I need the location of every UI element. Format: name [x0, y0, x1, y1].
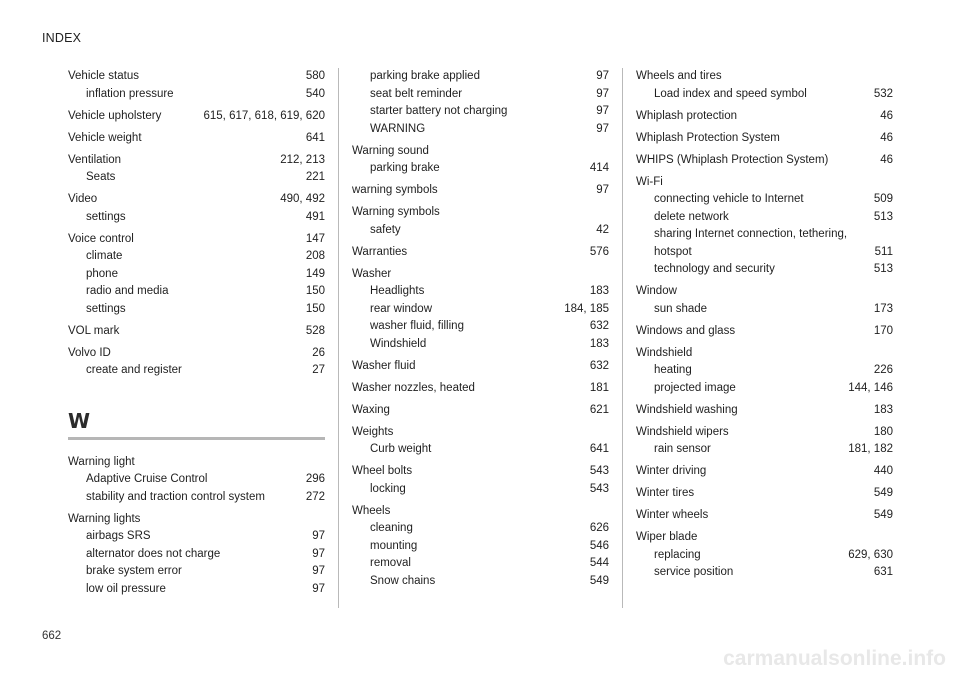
- index-pages[interactable]: 184, 185: [564, 302, 609, 315]
- index-pages[interactable]: 509: [873, 193, 893, 205]
- index-pages[interactable]: 221: [305, 171, 325, 183]
- index-term: projected image: [654, 381, 736, 394]
- index-entry: [636, 174, 893, 279]
- section-letter: W: [68, 408, 91, 433]
- index-term: parking brake applied: [370, 70, 480, 82]
- index-term: hotspot: [654, 245, 692, 258]
- index-sub-row: [636, 564, 893, 582]
- index-pages[interactable]: 226: [873, 364, 893, 376]
- index-sub-row: [636, 301, 893, 319]
- index-pages[interactable]: 97: [596, 184, 609, 196]
- index-main-row: [636, 402, 893, 420]
- index-term: Winter tires: [636, 487, 695, 499]
- index-term: removal: [370, 557, 411, 569]
- index-pages[interactable]: 97: [596, 70, 609, 82]
- index-entry: [352, 244, 609, 262]
- index-main-row: [68, 68, 325, 86]
- index-sub-row: [352, 555, 609, 573]
- index-sub-row: [352, 481, 609, 499]
- index-pages[interactable]: 27: [312, 364, 325, 376]
- index-main-row: [352, 463, 609, 481]
- index-term: Windshield wipers: [636, 425, 729, 438]
- index-entry: [636, 424, 893, 459]
- index-entry: [68, 454, 325, 507]
- index-term: stability and traction control system: [86, 490, 265, 503]
- index-main-row: [636, 323, 893, 341]
- index-entry: [636, 529, 893, 582]
- index-pages[interactable]: 580: [305, 70, 325, 82]
- index-entry: [636, 283, 893, 318]
- index-entry: [636, 108, 893, 126]
- index-entry: [352, 463, 609, 498]
- index-pages[interactable]: 621: [589, 403, 609, 416]
- index-pages[interactable]: 511: [874, 245, 893, 258]
- index-entry: [352, 182, 609, 200]
- index-pages[interactable]: 170: [873, 324, 893, 337]
- index-sub-row: [352, 121, 609, 139]
- index-term: Window: [636, 285, 677, 297]
- index-term: Warning light: [68, 455, 135, 468]
- index-pages[interactable]: 576: [589, 245, 609, 258]
- index-sub-row: [636, 547, 893, 565]
- index-main-row: [352, 143, 609, 161]
- index-entry: [636, 345, 893, 398]
- index-term: Warranties: [352, 245, 408, 258]
- index-main-row: [352, 424, 609, 442]
- index-main-row: [68, 345, 325, 363]
- index-term: brake system error: [86, 565, 182, 577]
- index-pages[interactable]: 42: [596, 223, 609, 236]
- index-sub-row: [352, 301, 609, 319]
- index-entry: [352, 503, 609, 591]
- index-main-row: [636, 507, 893, 525]
- index-term: rear window: [370, 302, 432, 315]
- index-term: WARNING: [370, 122, 426, 135]
- index-term: technology and security: [654, 263, 775, 275]
- index-pages[interactable]: 212, 213: [280, 153, 325, 166]
- index-sub-row: [352, 336, 609, 354]
- index-sub-row: [636, 191, 893, 209]
- index-term: low oil pressure: [86, 582, 166, 595]
- index-column-1: [68, 68, 325, 603]
- index-sub-row: [352, 222, 609, 240]
- index-main-row: [68, 454, 325, 472]
- index-pages[interactable]: 149: [305, 267, 325, 280]
- index-term: create and register: [86, 364, 182, 376]
- index-pages[interactable]: 150: [305, 302, 325, 315]
- index-pages[interactable]: 147: [305, 232, 325, 245]
- index-entry: [68, 345, 325, 380]
- index-entry: [636, 485, 893, 503]
- index-entry: [352, 402, 609, 420]
- index-pages[interactable]: 97: [596, 105, 609, 117]
- index-term: Warning lights: [68, 512, 141, 525]
- index-entry: [68, 68, 325, 103]
- index-pages[interactable]: 272: [305, 490, 325, 503]
- index-pages[interactable]: 528: [305, 324, 325, 337]
- index-term: Wiper blade: [636, 531, 698, 543]
- index-entry: [636, 130, 893, 148]
- index-term: Wheels: [352, 504, 391, 517]
- index-pages[interactable]: 543: [589, 465, 609, 477]
- index-term: sun shade: [654, 302, 708, 315]
- index-main-row: [636, 529, 893, 547]
- index-entry: [68, 323, 325, 341]
- index-term: settings: [86, 210, 126, 223]
- index-term: Volvo ID: [68, 346, 111, 359]
- index-main-row: [68, 108, 325, 126]
- index-entry: [636, 152, 893, 170]
- index-pages[interactable]: 97: [312, 530, 325, 542]
- index-main-row: [636, 485, 893, 503]
- index-pages[interactable]: 641: [589, 443, 609, 455]
- index-main-row: [68, 323, 325, 341]
- index-main-row: [352, 380, 609, 398]
- index-pages[interactable]: 549: [873, 509, 893, 521]
- index-term: Curb weight: [370, 443, 432, 455]
- index-main-row: [68, 511, 325, 529]
- index-entry: [352, 424, 609, 459]
- index-pages[interactable]: 513: [873, 263, 893, 275]
- index-term: Windows and glass: [636, 324, 736, 337]
- index-sub-row: [68, 209, 325, 227]
- index-term: phone: [86, 267, 118, 280]
- index-sub-row: [352, 520, 609, 538]
- index-term: Vehicle upholstery: [68, 109, 162, 122]
- index-pages[interactable]: 97: [312, 565, 325, 577]
- index-column-3: [636, 68, 893, 586]
- index-term: Warning symbols: [352, 206, 440, 218]
- index-term: Vehicle status: [68, 70, 139, 82]
- index-term: cleaning: [370, 522, 413, 534]
- index-term: settings: [86, 302, 126, 315]
- index-pages[interactable]: 150: [305, 285, 325, 297]
- index-term: Whiplash Protection System: [636, 131, 780, 144]
- index-sub-row: [68, 266, 325, 284]
- index-sub-row: [636, 380, 893, 398]
- index-pages[interactable]: 181, 182: [848, 443, 893, 455]
- index-sub-row: [352, 283, 609, 301]
- running-header: INDEX: [42, 31, 82, 45]
- index-sub-row: [636, 362, 893, 380]
- index-term: Waxing: [352, 403, 390, 416]
- index-term: Wheels and tires: [636, 70, 722, 82]
- index-main-row: [636, 174, 893, 192]
- index-sub-row: [636, 226, 893, 244]
- index-sub-row: [68, 86, 325, 104]
- index-entry: [636, 507, 893, 525]
- index-entry: [636, 402, 893, 420]
- index-sub-row: [352, 573, 609, 591]
- index-pages[interactable]: 296: [305, 473, 325, 485]
- index-term: radio and media: [86, 285, 169, 297]
- index-term: Wheel bolts: [352, 465, 413, 477]
- index-pages[interactable]: 97: [312, 547, 325, 560]
- index-sub-row: [68, 489, 325, 507]
- index-term: Snow chains: [370, 574, 436, 587]
- column-divider: [338, 68, 339, 608]
- index-term: climate: [86, 250, 123, 262]
- index-pages[interactable]: 144, 146: [848, 381, 893, 394]
- index-sub-row: [352, 441, 609, 459]
- index-term: sharing Internet connection, tethering,: [654, 228, 848, 240]
- index-pages[interactable]: 97: [312, 582, 325, 595]
- index-pages[interactable]: 46: [880, 153, 893, 166]
- index-term: Windshield washing: [636, 403, 738, 416]
- index-main-row: [68, 191, 325, 209]
- index-main-row: [352, 266, 609, 284]
- index-term: warning symbols: [352, 184, 438, 196]
- index-sub-row: [352, 103, 609, 121]
- index-term: Weights: [352, 425, 394, 438]
- index-term: Vehicle weight: [68, 131, 142, 144]
- index-term: parking brake: [370, 162, 440, 174]
- index-entry: [352, 68, 609, 138]
- index-pages[interactable]: 173: [873, 302, 893, 315]
- column-divider: [622, 68, 623, 608]
- page-number: 662: [42, 630, 62, 642]
- index-entry: [68, 191, 325, 226]
- index-term: Adaptive Cruise Control: [86, 473, 208, 485]
- index-sub-row: [352, 160, 609, 178]
- index-main-row: [352, 244, 609, 262]
- index-term: WHIPS (Whiplash Protection System): [636, 153, 829, 166]
- index-pages[interactable]: 532: [873, 87, 893, 100]
- index-pages[interactable]: 183: [873, 403, 893, 416]
- index-main-row: [636, 424, 893, 442]
- index-term: Washer fluid: [352, 359, 416, 372]
- index-main-row: [636, 152, 893, 170]
- index-pages[interactable]: 183: [589, 337, 609, 350]
- index-term: Winter wheels: [636, 509, 709, 521]
- index-pages[interactable]: 546: [589, 539, 609, 552]
- index-term: Whiplash protection: [636, 109, 737, 122]
- index-entry: [352, 358, 609, 376]
- index-pages[interactable]: 440: [873, 465, 893, 477]
- index-sub-row: [636, 441, 893, 459]
- index-sub-row: [68, 581, 325, 599]
- index-pages[interactable]: 631: [873, 566, 893, 578]
- index-term: Washer: [352, 267, 392, 280]
- index-pages[interactable]: 540: [305, 87, 325, 100]
- index-term: washer fluid, filling: [370, 320, 464, 332]
- index-term: Ventilation: [68, 153, 122, 166]
- index-sub-row: [68, 283, 325, 301]
- index-pages[interactable]: 549: [873, 487, 893, 499]
- index-pages[interactable]: 46: [880, 131, 893, 144]
- index-entry: [68, 130, 325, 148]
- index-entry: [68, 152, 325, 187]
- index-pages[interactable]: 181: [589, 381, 609, 394]
- index-sub-row: [352, 68, 609, 86]
- index-main-row: [636, 283, 893, 301]
- index-pages[interactable]: 626: [589, 522, 609, 534]
- index-entry: [352, 380, 609, 398]
- index-main-row: [68, 231, 325, 249]
- index-pages[interactable]: 632: [589, 359, 609, 372]
- index-term: Washer nozzles, heated: [352, 381, 475, 394]
- index-main-row: [352, 503, 609, 521]
- index-pages[interactable]: 632: [589, 320, 609, 332]
- index-pages[interactable]: 641: [305, 131, 325, 144]
- index-entry: [68, 231, 325, 319]
- index-sub-row: [352, 538, 609, 556]
- index-pages[interactable]: 208: [305, 250, 325, 262]
- index-main-row: [636, 463, 893, 481]
- index-main-row: [68, 152, 325, 170]
- index-entry: [636, 323, 893, 341]
- index-sub-row: [68, 362, 325, 380]
- index-pages[interactable]: 97: [596, 122, 609, 135]
- index-main-row: [352, 204, 609, 222]
- index-sub-row: [636, 209, 893, 227]
- index-term: replacing: [654, 548, 701, 561]
- index-entry: [68, 511, 325, 599]
- index-entry: [352, 143, 609, 178]
- index-pages[interactable]: 180: [873, 425, 893, 438]
- index-pages[interactable]: 615, 617, 618, 619, 620: [203, 109, 325, 122]
- index-term: connecting vehicle to Internet: [654, 193, 804, 205]
- index-term: delete network: [654, 210, 729, 223]
- index-pages[interactable]: 629, 630: [848, 548, 893, 561]
- index-term: Headlights: [370, 285, 425, 297]
- index-term: airbags SRS: [86, 530, 151, 542]
- index-column-2: [352, 68, 609, 595]
- index-term: seat belt reminder: [370, 87, 463, 100]
- index-pages[interactable]: 414: [589, 162, 609, 174]
- index-term: Wi-Fi: [636, 175, 663, 188]
- index-main-row: [636, 108, 893, 126]
- index-pages[interactable]: 544: [589, 557, 609, 569]
- index-term: safety: [370, 223, 401, 236]
- index-pages[interactable]: 543: [589, 482, 609, 495]
- index-sub-row: [68, 169, 325, 187]
- index-sub-row: [636, 86, 893, 104]
- index-term: Warning sound: [352, 144, 429, 157]
- index-main-row: [636, 345, 893, 363]
- index-term: mounting: [370, 539, 418, 552]
- index-term: locking: [370, 482, 406, 495]
- index-pages[interactable]: 183: [589, 285, 609, 297]
- index-sub-row: [68, 471, 325, 489]
- index-sub-row: [68, 248, 325, 266]
- index-sub-row: [352, 86, 609, 104]
- index-entry: [636, 463, 893, 481]
- index-pages[interactable]: 549: [589, 574, 609, 587]
- index-term: Windshield: [636, 346, 693, 359]
- index-term: Voice control: [68, 232, 134, 245]
- index-pages[interactable]: 97: [596, 87, 609, 100]
- index-sub-row: [68, 301, 325, 319]
- index-term: service position: [654, 566, 734, 578]
- index-main-row: [352, 182, 609, 200]
- index-main-row: [68, 130, 325, 148]
- index-term: Video: [68, 193, 98, 205]
- index-term: inflation pressure: [86, 87, 174, 100]
- index-term: alternator does not charge: [86, 547, 221, 560]
- index-main-row: [636, 68, 893, 86]
- index-sub-row: [352, 318, 609, 336]
- index-main-row: [352, 358, 609, 376]
- index-sub-row: [636, 261, 893, 279]
- index-pages[interactable]: 513: [873, 210, 893, 223]
- index-term: Seats: [86, 171, 116, 183]
- index-entry: [68, 108, 325, 126]
- watermark: carmanualsonline.info: [723, 647, 946, 670]
- section-heading: [68, 410, 325, 440]
- section-rule: [68, 437, 325, 440]
- index-term: Winter driving: [636, 465, 707, 477]
- index-main-row: [636, 130, 893, 148]
- index-entry: [352, 266, 609, 354]
- index-sub-row: [636, 244, 893, 262]
- index-sub-row: [68, 528, 325, 546]
- index-main-row: [352, 402, 609, 420]
- index-pages[interactable]: 26: [312, 346, 325, 359]
- index-term: Load index and speed symbol: [654, 87, 807, 100]
- index-term: Windshield: [370, 337, 427, 350]
- index-pages[interactable]: 46: [880, 109, 893, 122]
- index-term: starter battery not charging: [370, 105, 508, 117]
- index-term: heating: [654, 364, 692, 376]
- index-entry: [636, 68, 893, 103]
- index-term: VOL mark: [68, 324, 120, 337]
- index-sub-row: [68, 563, 325, 581]
- index-pages[interactable]: 490, 492: [280, 193, 325, 205]
- index-sub-row: [68, 546, 325, 564]
- index-term: rain sensor: [654, 443, 711, 455]
- index-pages[interactable]: 491: [305, 210, 325, 223]
- index-entry: [352, 204, 609, 239]
